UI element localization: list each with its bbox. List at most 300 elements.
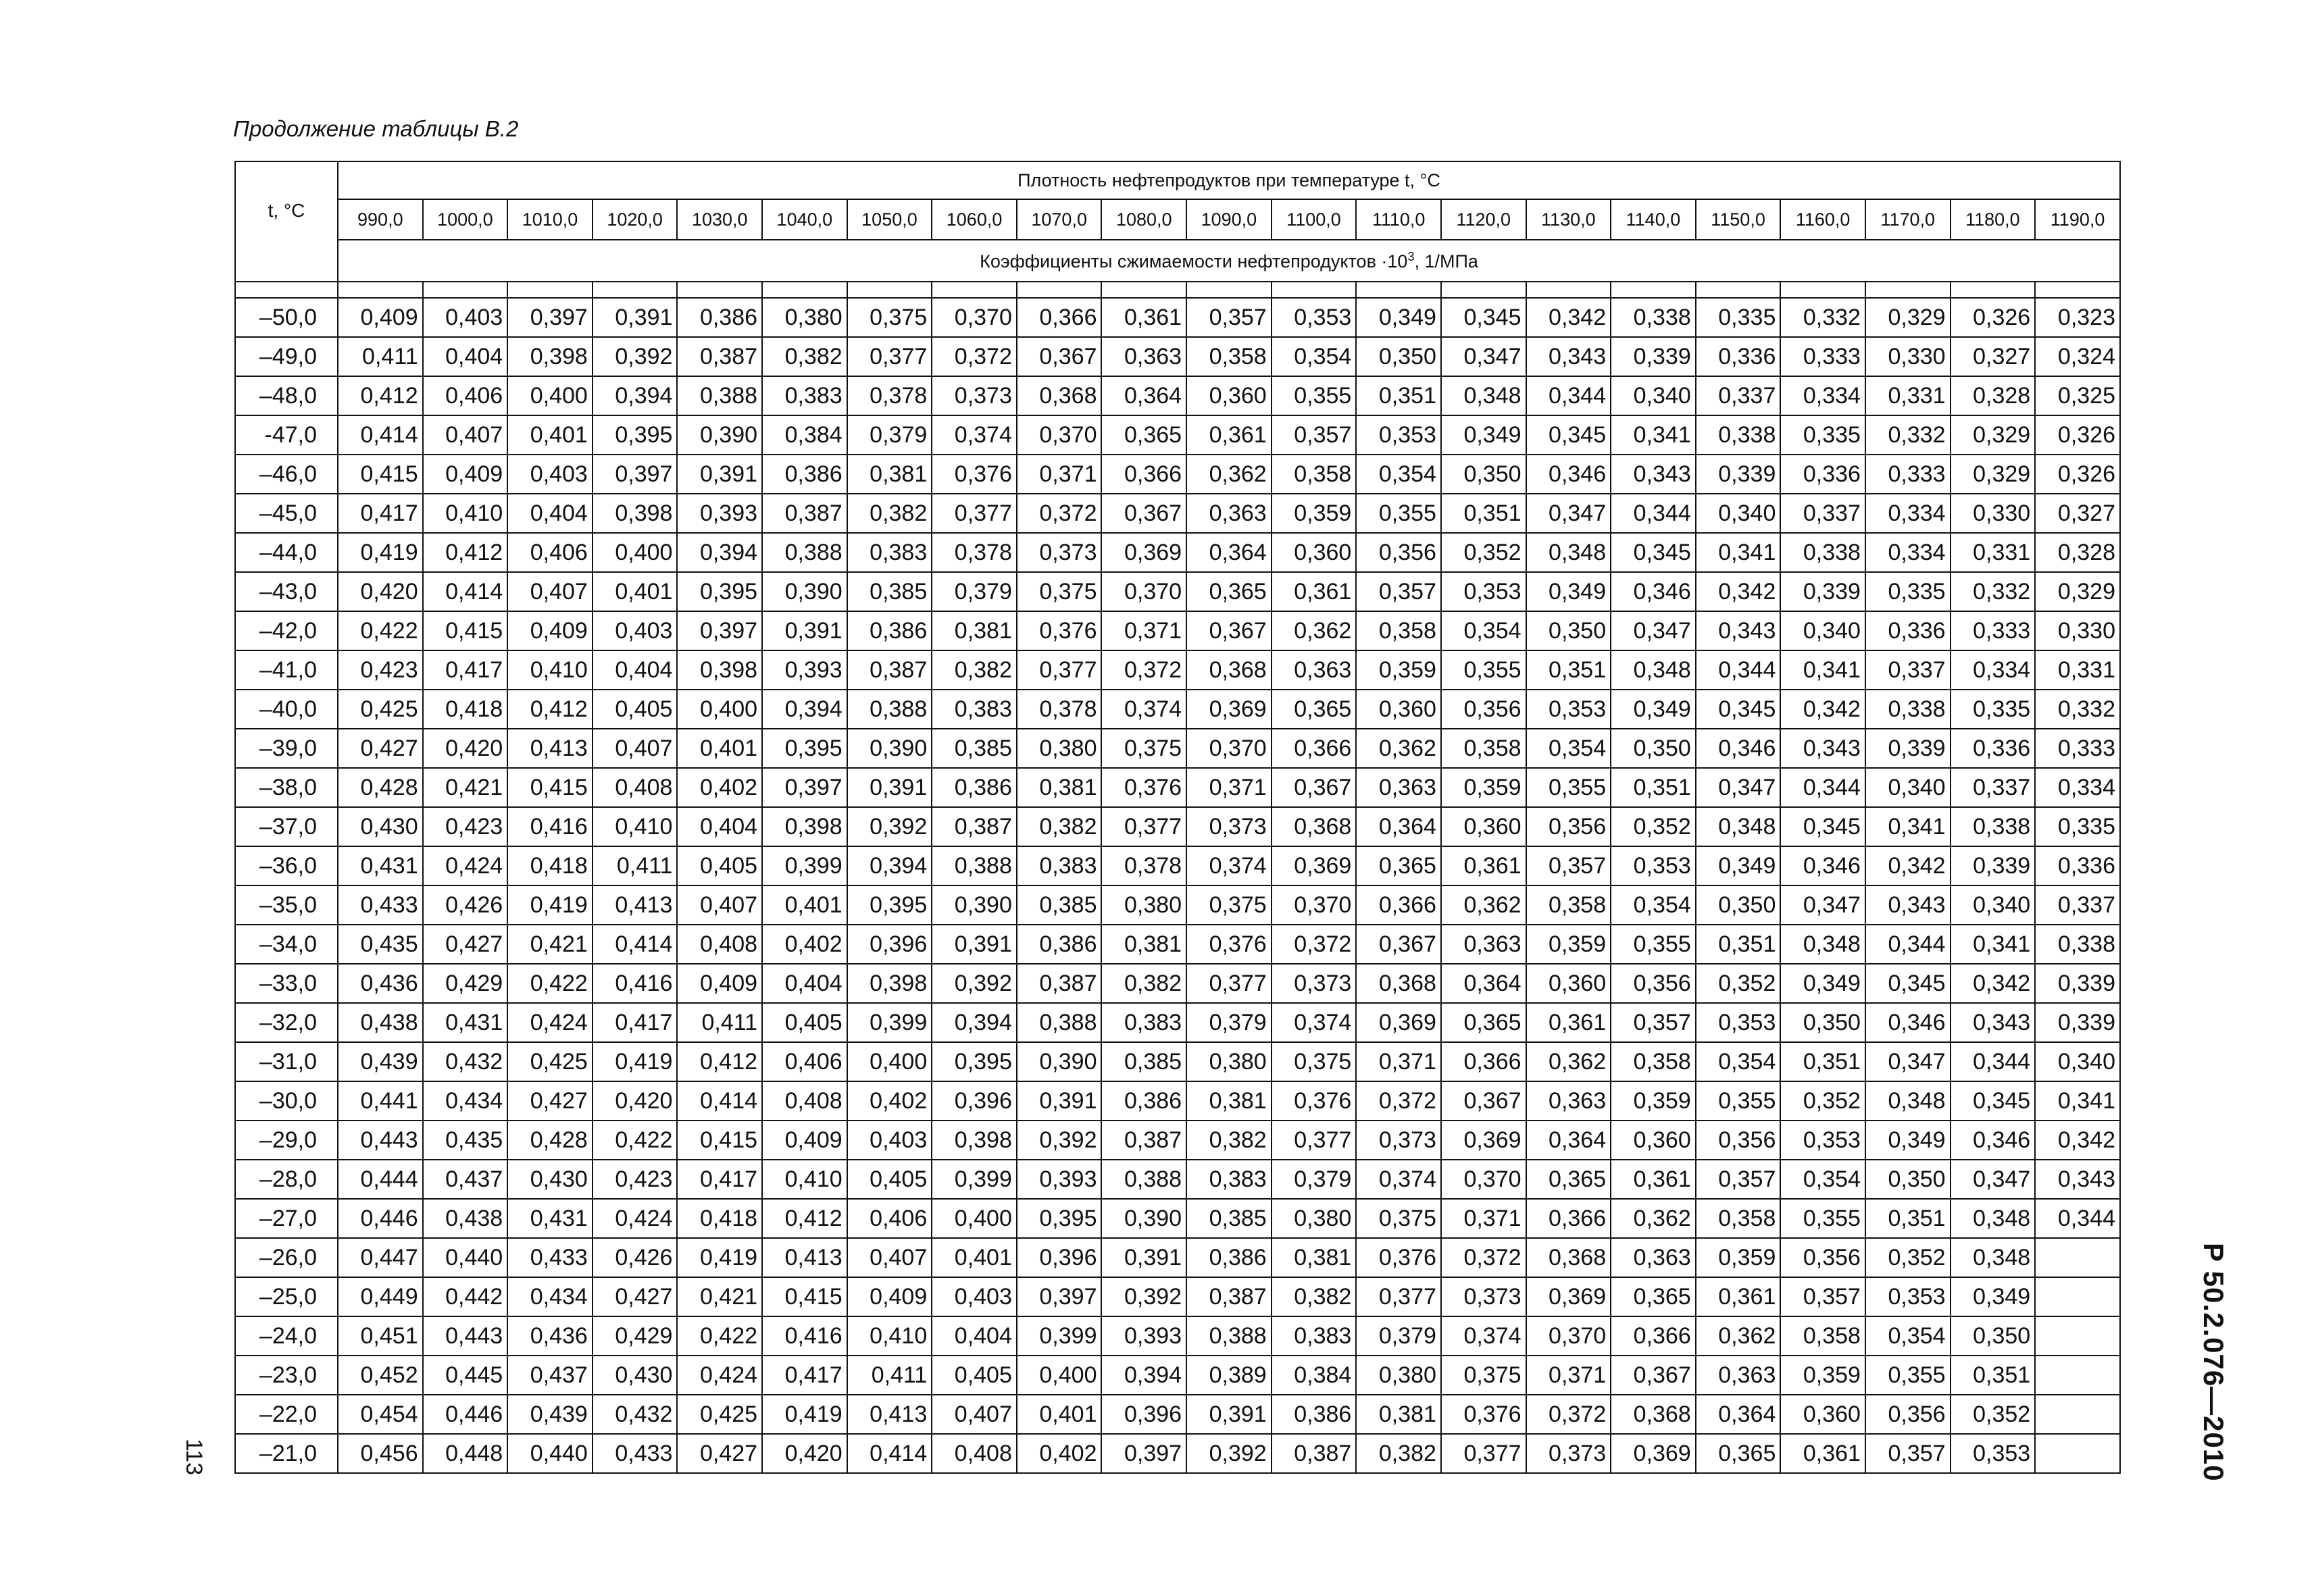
coefficient-cell: 0,332 — [2035, 690, 2120, 729]
table-row — [235, 1160, 2120, 1199]
coefficient-cell: 0,435 — [338, 925, 423, 964]
density-values-row — [235, 199, 2120, 240]
coefficient-cell — [2035, 1238, 2120, 1277]
coefficient-cell — [2035, 1277, 2120, 1316]
coefficient-cell: 0,351 — [1441, 494, 1526, 533]
coefficient-cell: 0,377 — [1356, 1277, 1441, 1316]
coefficient-cell: 0,440 — [507, 1434, 593, 1473]
coefficient-cell: 0,358 — [1696, 1199, 1781, 1238]
coefficient-cell: 0,372 — [1526, 1395, 1611, 1434]
table-row — [235, 925, 2120, 964]
coefficient-cell: 0,390 — [1017, 1042, 1102, 1081]
coefficient-cell: 0,432 — [423, 1042, 508, 1081]
coefficient-cell: 0,434 — [507, 1277, 593, 1316]
temperature-cell: –39,0 — [235, 729, 338, 768]
coefficient-cell: 0,404 — [423, 337, 508, 376]
coefficient-cell: 0,358 — [1356, 611, 1441, 650]
density-value-cell: 1120,0 — [1441, 199, 1526, 240]
coefficient-cell: 0,384 — [1272, 1356, 1357, 1395]
coefficient-cell: 0,350 — [1951, 1316, 2036, 1356]
table-row — [235, 650, 2120, 690]
coefficient-cell: 0,366 — [1356, 885, 1441, 925]
coefficient-cell: 0,350 — [1696, 885, 1781, 925]
coefficient-cell: 0,353 — [1272, 298, 1357, 337]
coefficient-cell: 0,415 — [423, 611, 508, 650]
coefficient-cell: 0,438 — [338, 1003, 423, 1042]
coefficient-cell: 0,361 — [1780, 1434, 1865, 1473]
coefficient-cell: 0,407 — [847, 1238, 932, 1277]
coefficient-cell: 0,414 — [677, 1081, 762, 1121]
coefficient-cell: 0,347 — [1951, 1160, 2036, 1199]
coefficient-cell: 0,432 — [593, 1395, 678, 1434]
coefficient-cell: 0,447 — [338, 1238, 423, 1277]
coefficient-cell: 0,381 — [1186, 1081, 1272, 1121]
coefficient-cell: 0,407 — [423, 415, 508, 455]
coefficient-cell: 0,363 — [1101, 337, 1186, 376]
coefficient-cell: 0,342 — [1780, 690, 1865, 729]
coefficient-cell: 0,420 — [762, 1434, 847, 1473]
coefficient-cell: 0,369 — [1272, 846, 1357, 885]
coefficient-cell: 0,357 — [1780, 1277, 1865, 1316]
coefficient-cell: 0,427 — [507, 1081, 593, 1121]
coefficient-cell: 0,382 — [762, 337, 847, 376]
coefficient-cell: 0,330 — [1865, 337, 1951, 376]
coefficient-cell: 0,358 — [1272, 455, 1357, 494]
gap-cell — [1272, 282, 1357, 298]
coefficient-cell: 0,420 — [423, 729, 508, 768]
coefficient-cell: 0,374 — [932, 415, 1017, 455]
coefficient-cell: 0,340 — [1780, 611, 1865, 650]
coefficient-cell: 0,382 — [1101, 964, 1186, 1003]
coefficient-cell: 0,336 — [1696, 337, 1781, 376]
coefficient-cell: 0,383 — [847, 533, 932, 572]
coefficient-cell: 0,356 — [1526, 807, 1611, 846]
coefficient-cell: 0,418 — [677, 1199, 762, 1238]
coefficient-cell: 0,398 — [593, 494, 678, 533]
coefficient-cell: 0,381 — [1356, 1395, 1441, 1434]
coefficient-cell: 0,392 — [847, 807, 932, 846]
coefficient-cell: 0,413 — [762, 1238, 847, 1277]
density-value-cell: 1090,0 — [1186, 199, 1272, 240]
coefficient-cell: 0,422 — [593, 1121, 678, 1160]
coefficient-cell: 0,364 — [1696, 1395, 1781, 1434]
temperature-cell: –25,0 — [235, 1277, 338, 1316]
coefficient-cell: 0,373 — [1017, 533, 1102, 572]
coefficient-cell: 0,326 — [2035, 415, 2120, 455]
coefficient-cell: 0,385 — [847, 572, 932, 611]
coefficient-cell: 0,366 — [1611, 1316, 1696, 1356]
coefficient-cell: 0,425 — [507, 1042, 593, 1081]
coefficient-cell: 0,421 — [423, 768, 508, 807]
coefficient-cell: 0,395 — [677, 572, 762, 611]
temperature-cell: –43,0 — [235, 572, 338, 611]
coefficient-cell: 0,415 — [762, 1277, 847, 1316]
coefficient-cell: 0,339 — [2035, 1003, 2120, 1042]
coefficient-cell: 0,353 — [1611, 846, 1696, 885]
coef-header-unit: , 1/МПа — [1414, 251, 1478, 272]
coefficient-cell: 0,358 — [1780, 1316, 1865, 1356]
coefficient-cell: 0,371 — [1356, 1042, 1441, 1081]
coefficient-cell: 0,380 — [1186, 1042, 1272, 1081]
coefficient-cell: 0,441 — [338, 1081, 423, 1121]
coefficient-cell: 0,349 — [1696, 846, 1781, 885]
coefficient-cell: 0,377 — [1101, 807, 1186, 846]
coefficient-cell: 0,345 — [1441, 298, 1526, 337]
coefficient-cell: 0,413 — [847, 1395, 932, 1434]
coefficient-cell: 0,347 — [1441, 337, 1526, 376]
coefficient-cell: 0,381 — [1272, 1238, 1357, 1277]
coefficient-cell: 0,401 — [593, 572, 678, 611]
coefficient-cell: 0,391 — [677, 455, 762, 494]
coefficient-cell: 0,392 — [1101, 1277, 1186, 1316]
coefficient-cell: 0,341 — [1611, 415, 1696, 455]
coefficient-header — [338, 240, 2120, 282]
coefficient-cell: 0,370 — [1186, 729, 1272, 768]
coefficient-cell: 0,412 — [762, 1199, 847, 1238]
coefficient-cell: 0,433 — [593, 1434, 678, 1473]
coefficient-cell: 0,403 — [507, 455, 593, 494]
gap-cell — [235, 282, 338, 298]
coefficient-cell: 0,419 — [762, 1395, 847, 1434]
coefficient-cell: 0,339 — [2035, 964, 2120, 1003]
coefficient-cell: 0,332 — [1780, 298, 1865, 337]
coefficient-cell: 0,384 — [762, 415, 847, 455]
coefficient-cell: 0,339 — [1696, 455, 1781, 494]
coefficient-cell: 0,387 — [932, 807, 1017, 846]
coefficient-cell: 0,325 — [2035, 376, 2120, 415]
coefficient-cell: 0,414 — [847, 1434, 932, 1473]
coefficient-cell: 0,371 — [1017, 455, 1102, 494]
coefficient-cell: 0,409 — [762, 1121, 847, 1160]
coefficient-cell: 0,369 — [1526, 1277, 1611, 1316]
coefficient-cell: 0,348 — [1865, 1081, 1951, 1121]
coefficient-cell: 0,400 — [847, 1042, 932, 1081]
coefficient-cell: 0,377 — [932, 494, 1017, 533]
table-row — [235, 1081, 2120, 1121]
page-number: 113 — [181, 1439, 207, 1476]
coefficient-cell: 0,342 — [2035, 1121, 2120, 1160]
coefficient-cell: 0,375 — [1272, 1042, 1357, 1081]
coefficient-cell: 0,414 — [593, 925, 678, 964]
coefficient-cell: 0,359 — [1356, 650, 1441, 690]
coefficient-cell: 0,348 — [1951, 1199, 2036, 1238]
coefficient-cell: 0,342 — [1951, 964, 2036, 1003]
coefficient-cell: 0,378 — [932, 533, 1017, 572]
temperature-cell: –26,0 — [235, 1238, 338, 1277]
compressibility-table — [234, 161, 2121, 1474]
coefficient-cell: 0,392 — [932, 964, 1017, 1003]
coefficient-cell: 0,371 — [1186, 768, 1272, 807]
coefficient-cell: 0,420 — [338, 572, 423, 611]
coefficient-cell: 0,351 — [1356, 376, 1441, 415]
coefficient-cell: 0,399 — [1017, 1316, 1102, 1356]
coefficient-cell: 0,356 — [1780, 1238, 1865, 1277]
coefficient-cell: 0,423 — [338, 650, 423, 690]
coefficient-cell: 0,351 — [1526, 650, 1611, 690]
coefficient-cell: 0,335 — [2035, 807, 2120, 846]
coefficient-cell: 0,348 — [1526, 533, 1611, 572]
coefficient-cell: 0,422 — [338, 611, 423, 650]
coefficient-cell: 0,331 — [2035, 650, 2120, 690]
coefficient-cell: 0,347 — [1611, 611, 1696, 650]
coefficient-cell: 0,366 — [1526, 1199, 1611, 1238]
coefficient-cell: 0,380 — [1272, 1199, 1357, 1238]
coefficient-cell: 0,387 — [1017, 964, 1102, 1003]
coefficient-cell: 0,342 — [1696, 572, 1781, 611]
coefficient-cell: 0,396 — [1101, 1395, 1186, 1434]
coefficient-cell: 0,376 — [1186, 925, 1272, 964]
coefficient-cell: 0,376 — [1101, 768, 1186, 807]
coefficient-cell: 0,337 — [1865, 650, 1951, 690]
table-row — [235, 1121, 2120, 1160]
coefficient-cell: 0,343 — [2035, 1160, 2120, 1199]
coefficient-cell: 0,331 — [1951, 533, 2036, 572]
coefficient-cell: 0,363 — [1186, 494, 1272, 533]
coefficient-cell: 0,368 — [1017, 376, 1102, 415]
coefficient-cell: 0,329 — [1951, 415, 2036, 455]
coefficient-cell: 0,387 — [677, 337, 762, 376]
coefficient-cell: 0,385 — [1186, 1199, 1272, 1238]
coefficient-cell: 0,355 — [1526, 768, 1611, 807]
coefficient-cell: 0,357 — [1356, 572, 1441, 611]
coefficient-cell: 0,376 — [1441, 1395, 1526, 1434]
temperature-cell: –30,0 — [235, 1081, 338, 1121]
coefficient-cell: 0,406 — [762, 1042, 847, 1081]
coefficient-cell: 0,424 — [593, 1199, 678, 1238]
coefficient-cell: 0,373 — [1272, 964, 1357, 1003]
coefficient-cell: 0,354 — [1526, 729, 1611, 768]
coefficient-cell: 0,361 — [1696, 1277, 1781, 1316]
coefficient-cell: 0,363 — [1441, 925, 1526, 964]
temperature-cell: –38,0 — [235, 768, 338, 807]
coefficient-cell: 0,354 — [1356, 455, 1441, 494]
coefficient-cell: 0,370 — [1101, 572, 1186, 611]
temperature-cell: –28,0 — [235, 1160, 338, 1199]
coefficient-cell: 0,346 — [1780, 846, 1865, 885]
coefficient-cell: 0,427 — [677, 1434, 762, 1473]
coefficient-cell: 0,380 — [1017, 729, 1102, 768]
temperature-cell: –33,0 — [235, 964, 338, 1003]
coefficient-cell: 0,358 — [1186, 337, 1272, 376]
coefficient-cell: 0,405 — [847, 1160, 932, 1199]
coefficient-cell: 0,352 — [1441, 533, 1526, 572]
density-value-cell: 1020,0 — [593, 199, 678, 240]
density-value-cell: 1140,0 — [1611, 199, 1696, 240]
coefficient-cell: 0,428 — [507, 1121, 593, 1160]
coefficient-cell: 0,394 — [677, 533, 762, 572]
coefficient-cell: 0,353 — [1865, 1277, 1951, 1316]
coefficient-cell: 0,370 — [1441, 1160, 1526, 1199]
coefficient-cell: 0,356 — [1441, 690, 1526, 729]
coefficient-cell: 0,398 — [507, 337, 593, 376]
coefficient-cell: 0,405 — [677, 846, 762, 885]
coefficient-cell: 0,374 — [1441, 1316, 1526, 1356]
coefficient-cell: 0,451 — [338, 1316, 423, 1356]
coefficient-cell: 0,388 — [1017, 1003, 1102, 1042]
coefficient-cell: 0,377 — [1272, 1121, 1357, 1160]
coefficient-cell: 0,414 — [423, 572, 508, 611]
coefficient-cell: 0,390 — [762, 572, 847, 611]
coefficient-cell: 0,395 — [1017, 1199, 1102, 1238]
coefficient-cell: 0,425 — [338, 690, 423, 729]
coefficient-cell: 0,411 — [677, 1003, 762, 1042]
coefficient-cell: 0,346 — [1611, 572, 1696, 611]
coefficient-cell: 0,388 — [762, 533, 847, 572]
coefficient-cell: 0,391 — [593, 298, 678, 337]
coefficient-cell: 0,324 — [2035, 337, 2120, 376]
coefficient-cell: 0,366 — [1272, 729, 1357, 768]
coefficient-cell: 0,360 — [1780, 1395, 1865, 1434]
coefficient-cell: 0,444 — [338, 1160, 423, 1199]
coefficient-cell: 0,341 — [2035, 1081, 2120, 1121]
coefficient-cell: 0,329 — [1865, 298, 1951, 337]
temperature-cell: –24,0 — [235, 1316, 338, 1356]
coefficient-cell: 0,336 — [2035, 846, 2120, 885]
coefficient-cell: 0,340 — [2035, 1042, 2120, 1081]
coefficient-cell: 0,376 — [1017, 611, 1102, 650]
table-row — [235, 885, 2120, 925]
coefficient-cell: 0,349 — [1611, 690, 1696, 729]
coefficient-cell: 0,360 — [1526, 964, 1611, 1003]
coefficient-cell: 0,427 — [423, 925, 508, 964]
coefficient-cell: 0,351 — [1611, 768, 1696, 807]
density-value-cell: 1040,0 — [762, 199, 847, 240]
coefficient-cell: 0,366 — [1017, 298, 1102, 337]
coefficient-cell: 0,366 — [1441, 1042, 1526, 1081]
table-row — [235, 376, 2120, 415]
coefficient-cell: 0,338 — [2035, 925, 2120, 964]
coefficient-cell: 0,358 — [1526, 885, 1611, 925]
density-header-label: Плотность нефтепродуктов при температуре t, °C — [1017, 170, 1440, 190]
coefficient-cell: 0,395 — [762, 729, 847, 768]
coefficient-cell: 0,354 — [1611, 885, 1696, 925]
coefficient-cell: 0,409 — [423, 455, 508, 494]
coefficient-cell: 0,391 — [762, 611, 847, 650]
coefficient-cell: 0,370 — [1526, 1316, 1611, 1356]
density-value-cell: 1190,0 — [2035, 199, 2120, 240]
coefficient-cell: 0,367 — [1101, 494, 1186, 533]
coefficient-cell: 0,360 — [1186, 376, 1272, 415]
temperature-cell: –32,0 — [235, 1003, 338, 1042]
coefficient-cell: 0,395 — [593, 415, 678, 455]
coefficient-cell: 0,386 — [1186, 1238, 1272, 1277]
coefficient-cell: 0,386 — [1101, 1081, 1186, 1121]
coefficient-cell: 0,344 — [1951, 1042, 2036, 1081]
coefficient-cell: 0,393 — [1017, 1160, 1102, 1199]
gap-cell — [677, 282, 762, 298]
coefficient-cell: 0,408 — [932, 1434, 1017, 1473]
table-row — [235, 533, 2120, 572]
coefficient-cell: 0,426 — [423, 885, 508, 925]
coefficient-cell: 0,357 — [1186, 298, 1272, 337]
coefficient-cell: 0,355 — [1696, 1081, 1781, 1121]
coefficient-cell: 0,327 — [1951, 337, 2036, 376]
coefficient-cell: 0,399 — [847, 1003, 932, 1042]
coefficient-cell: 0,397 — [1017, 1277, 1102, 1316]
coefficient-cell: 0,390 — [1101, 1199, 1186, 1238]
gap-cell — [423, 282, 508, 298]
coefficient-cell: 0,397 — [593, 455, 678, 494]
coefficient-cell: 0,393 — [1101, 1316, 1186, 1356]
coefficient-cell: 0,430 — [593, 1356, 678, 1395]
coefficient-cell: 0,377 — [1017, 650, 1102, 690]
coefficient-cell: 0,349 — [1951, 1277, 2036, 1316]
coefficient-cell: 0,329 — [1951, 455, 2036, 494]
coefficient-cell: 0,396 — [932, 1081, 1017, 1121]
coefficient-cell: 0,363 — [1526, 1081, 1611, 1121]
coefficient-cell: 0,350 — [1611, 729, 1696, 768]
table-row — [235, 768, 2120, 807]
temperature-cell: –40,0 — [235, 690, 338, 729]
coefficient-cell: 0,383 — [932, 690, 1017, 729]
coefficient-cell: 0,333 — [2035, 729, 2120, 768]
coefficient-cell: 0,355 — [1780, 1199, 1865, 1238]
coefficient-cell: 0,385 — [1017, 885, 1102, 925]
coefficient-cell: 0,350 — [1356, 337, 1441, 376]
coefficient-cell: 0,398 — [932, 1121, 1017, 1160]
coefficient-cell: 0,338 — [1696, 415, 1781, 455]
coefficient-cell: 0,394 — [593, 376, 678, 415]
coefficient-cell: 0,361 — [1272, 572, 1357, 611]
coefficient-cell: 0,407 — [677, 885, 762, 925]
coefficient-cell: 0,374 — [1186, 846, 1272, 885]
coefficient-cell: 0,410 — [762, 1160, 847, 1199]
coefficient-cell: 0,411 — [338, 337, 423, 376]
coefficient-cell: 0,379 — [1356, 1316, 1441, 1356]
coefficient-cell: 0,398 — [762, 807, 847, 846]
coefficient-cell: 0,335 — [1865, 572, 1951, 611]
coefficient-cell: 0,401 — [507, 415, 593, 455]
coefficient-cell: 0,331 — [1865, 376, 1951, 415]
coefficient-cell: 0,386 — [762, 455, 847, 494]
coefficient-cell: 0,406 — [507, 533, 593, 572]
coefficient-cell: 0,430 — [507, 1160, 593, 1199]
temperature-cell: -47,0 — [235, 415, 338, 455]
coefficient-cell: 0,427 — [338, 729, 423, 768]
coefficient-cell: 0,368 — [1272, 807, 1357, 846]
coefficient-cell: 0,352 — [1865, 1238, 1951, 1277]
coefficient-cell: 0,328 — [2035, 533, 2120, 572]
coefficient-cell: 0,388 — [677, 376, 762, 415]
coefficient-cell: 0,356 — [1865, 1395, 1951, 1434]
table-row — [235, 415, 2120, 455]
coefficient-cell: 0,403 — [932, 1277, 1017, 1316]
coefficient-cell: 0,364 — [1441, 964, 1526, 1003]
coefficient-cell: 0,425 — [677, 1395, 762, 1434]
density-value-cell: 1070,0 — [1017, 199, 1102, 240]
coefficient-cell: 0,327 — [2035, 494, 2120, 533]
coefficient-cell: 0,357 — [1696, 1160, 1781, 1199]
coefficient-cell: 0,343 — [1696, 611, 1781, 650]
coefficient-cell: 0,334 — [1951, 650, 2036, 690]
coefficient-cell: 0,394 — [762, 690, 847, 729]
coefficient-cell — [2035, 1434, 2120, 1473]
coefficient-cell: 0,345 — [1611, 533, 1696, 572]
coefficient-cell: 0,351 — [1696, 925, 1781, 964]
coefficient-cell: 0,362 — [1526, 1042, 1611, 1081]
coefficient-cell: 0,421 — [507, 925, 593, 964]
coefficient-cell: 0,435 — [423, 1121, 508, 1160]
coefficient-cell: 0,368 — [1611, 1395, 1696, 1434]
density-value-cell: 1100,0 — [1272, 199, 1357, 240]
gap-cell — [1186, 282, 1272, 298]
coefficient-cell: 0,379 — [932, 572, 1017, 611]
coefficient-cell: 0,372 — [1017, 494, 1102, 533]
coefficient-cell: 0,333 — [1951, 611, 2036, 650]
coefficient-cell: 0,424 — [507, 1003, 593, 1042]
coefficient-cell: 0,398 — [677, 650, 762, 690]
coefficient-cell: 0,409 — [677, 964, 762, 1003]
